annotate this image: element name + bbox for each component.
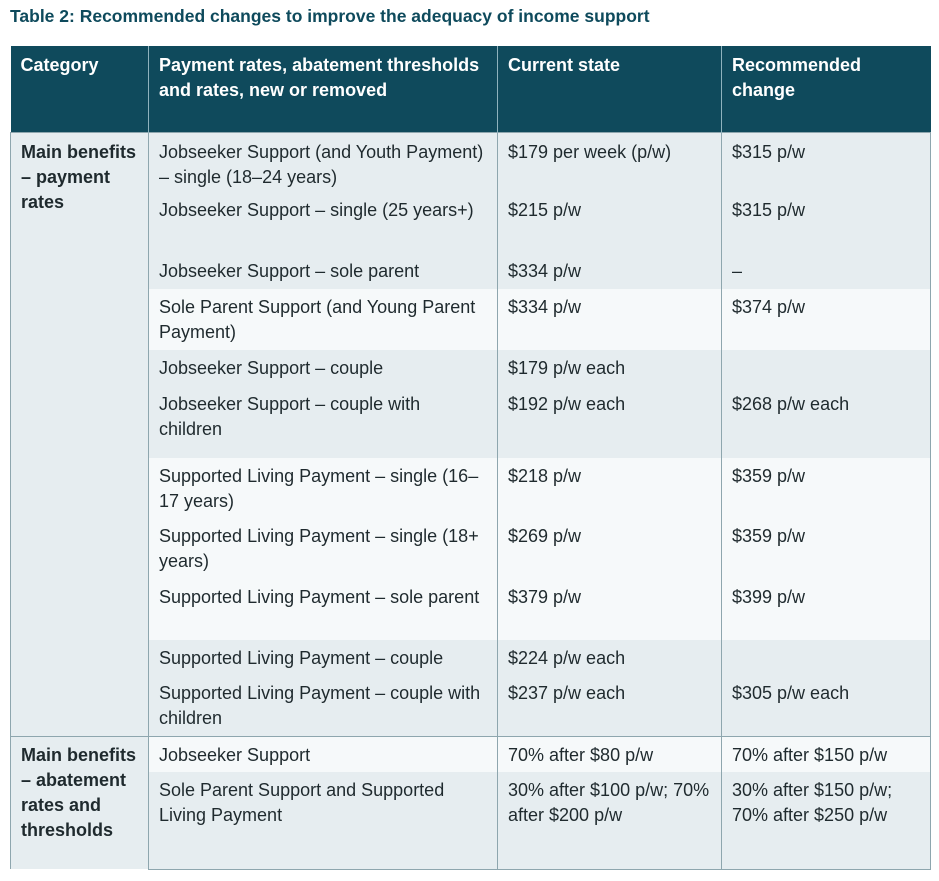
table-row [11,253,931,289]
category-cell: Main benefits – abatement rates and thresholds [11,736,149,869]
recommended-cell: $315 p/w [722,192,931,253]
payment-cell: Supported Living Payment – single (18+ years) [149,518,498,579]
current-cell: 30% after $100 p/w; 70% after $200 p/w [498,772,722,869]
payment-cell: Jobseeker Support – couple [149,350,498,386]
recommended-cell: $359 p/w [722,518,931,579]
recommended-cell: $305 p/w each [722,675,931,736]
current-cell: $224 p/w each [498,640,722,675]
header-row [11,46,931,132]
table-row [11,386,931,458]
table-row [11,458,931,518]
current-cell: 70% after $80 p/w [498,736,722,772]
payment-cell: Supported Living Payment – sole parent [149,579,498,640]
current-cell: $179 p/w each [498,350,722,386]
recommended-cell: 30% after $150 p/w; 70% after $250 p/w [722,772,931,869]
recommended-cell: $315 p/w [722,132,931,192]
current-cell: $269 p/w [498,518,722,579]
table-row [11,675,931,736]
current-cell: $237 p/w each [498,675,722,736]
current-cell: $179 per week (p/w) [498,132,722,192]
payment-cell: Supported Living Payment – single (16–17 years) [149,458,498,518]
header-recommended: Recommended change [722,46,931,132]
payment-cell: Supported Living Payment – couple [149,640,498,675]
recommended-cell [722,640,931,675]
table-caption: Table 2: Recommended changes to improve the adequacy of income support [10,6,650,26]
recommended-cell: $399 p/w [722,579,931,640]
payment-cell: Jobseeker Support – couple with children [149,386,498,458]
table-row [11,772,931,869]
payment-cell: Jobseeker Support – sole parent [149,253,498,289]
payment-cell: Sole Parent Support and Supported Living Payment [149,772,498,869]
recommended-cell: – [722,253,931,289]
category-cell: Main benefits – payment rates [11,132,149,736]
recommended-cell [722,350,931,386]
recommended-cell: 70% after $150 p/w [722,736,931,772]
header-current: Current state [498,46,722,132]
table-row [11,736,931,772]
table-row [11,640,931,675]
payment-cell: Jobseeker Support (and Youth Payment) – single (18–24 years) [149,132,498,192]
income-support-table [10,46,931,870]
current-cell: $215 p/w [498,192,722,253]
table-row [11,518,931,579]
current-cell: $192 p/w each [498,386,722,458]
payment-cell: Supported Living Payment – couple with children [149,675,498,736]
recommended-cell: $268 p/w each [722,386,931,458]
table-row [11,132,931,192]
payment-cell: Sole Parent Support (and Young Parent Payment) [149,289,498,350]
recommended-cell: $374 p/w [722,289,931,350]
recommended-cell: $359 p/w [722,458,931,518]
table-row [11,579,931,640]
current-cell: $334 p/w [498,253,722,289]
header-category: Category [11,46,149,132]
current-cell: $379 p/w [498,579,722,640]
current-cell: $218 p/w [498,458,722,518]
table-row [11,350,931,386]
header-payment: Payment rates, abatement thresholds and rates, new or removed [149,46,498,132]
payment-cell: Jobseeker Support – single (25 years+) [149,192,498,253]
current-cell: $334 p/w [498,289,722,350]
table-row [11,192,931,253]
payment-cell: Jobseeker Support [149,736,498,772]
table-row [11,289,931,350]
